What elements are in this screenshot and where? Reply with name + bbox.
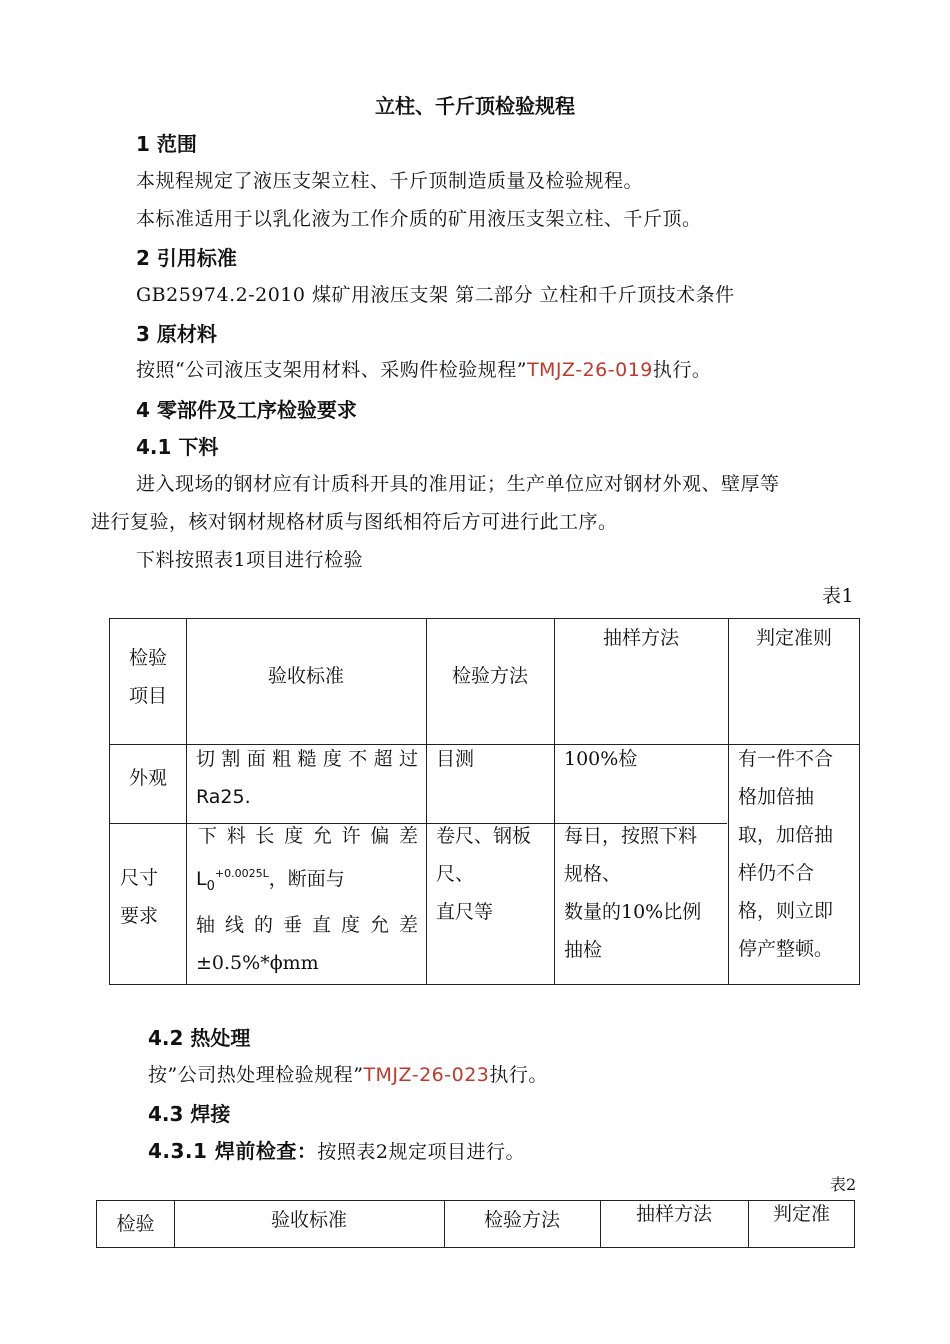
table-1-row-2-method: 卷尺、钢板 尺、 直尺等 [436,825,532,923]
section-4-3-1-paragraph: 4.3.1 焊前检查：按照表2规定项目进行。 [148,1139,525,1163]
section-1-paragraph-2: 本标准适用于以乳化液为工作介质的矿用液压支架立柱、千斤顶。 [136,208,702,230]
section-1-heading: 1 范围 [136,132,197,156]
section-4-1-heading: 4.1 下料 [136,435,219,459]
section-3-text-post: 执行。 [652,359,712,381]
section-4-1-paragraph-2: 下料按照表1项目进行检验 [136,549,364,571]
table-2-label: 表2 [830,1175,857,1194]
table-1-header-method: 检验方法 [451,665,528,687]
section-3-heading: 3 原材料 [136,322,217,346]
table-2-header-sampling: 抽样方法 [635,1203,712,1225]
table-1-header-standard: 验收标准 [267,665,344,687]
page-title: 立柱、千斤顶检验规程 [375,94,575,118]
table-2 [96,1200,855,1248]
table-2-header-item: 检验 [116,1213,155,1235]
table-2-header-method: 检验方法 [483,1209,560,1231]
section-4-2-code: TMJZ-26-023 [363,1064,490,1086]
section-4-2-paragraph: 按”公司热处理检验规程”TMJZ-26-023执行。 [148,1064,548,1086]
section-3-paragraph [136,355,711,382]
table-2-header-standard: 验收标准 [270,1209,347,1231]
section-1-paragraph-1: 本规程规定了液压支架立柱、千斤顶制造质量及检验规程。 [136,170,644,192]
table-1-row-2-sampling: 每日，按照下料 规格、 数量的10%比例 抽检 [564,825,702,961]
table-2-header-criteria: 判定准 [772,1203,830,1225]
table-1-label: 表1 [822,585,855,607]
section-2-heading: 2 引用标准 [136,246,237,270]
section-4-1-paragraph-line-1: 进入现场的钢材应有计质科开具的准用证；生产单位应对钢材外观、壁厚等 [136,473,780,495]
section-4-2-heading: 4.2 热处理 [148,1026,251,1050]
section-3-text-pre: 按照“公司液压支架用材料、采购件检验规程” [136,359,527,381]
section-3-code: TMJZ-26-019 [526,359,653,381]
table-1 [109,618,860,985]
table-1-header-criteria: 判定准则 [755,627,832,649]
table-1-row-1-standard: 切割面粗糙度不超过 Ra25. [196,748,418,808]
section-2-paragraph: GB25974.2-2010 煤矿用液压支架 第二部分 立柱和千斤顶技术条件 [136,284,735,306]
table-1-row-2-standard: 下料长度允许偏差 $L_0^{+0.0025L}$，断面与 轴线的垂直度允差 ±0.5%*ϕmm [196,825,418,974]
section-4-1-paragraph-line-2: 进行复验，核对钢材规格材质与图纸相符后方可进行此工序。 [91,511,618,533]
table-1-row-1-sampling: 100%检 [564,748,638,770]
section-4-heading: 4 零部件及工序检验要求 [136,398,357,422]
section-4-3-1-heading: 4.3.1 焊前检查： [148,1139,318,1163]
section-4-3-heading: 4.3 焊接 [148,1102,231,1126]
table-1-criteria-merged: 有一件不合 格加倍抽 取，加倍抽 样仍不合 格，则立即 停产整顿。 [738,748,834,960]
table-1-header-item: 检验 项目 [128,647,167,707]
table-1-row-1-method: 目测 [436,748,475,770]
table-1-header-sampling: 抽样方法 [602,627,679,649]
table-1-row-1-item: 外观 [128,767,167,789]
table-1-row-2-item: 尺寸 要求 [120,867,159,927]
